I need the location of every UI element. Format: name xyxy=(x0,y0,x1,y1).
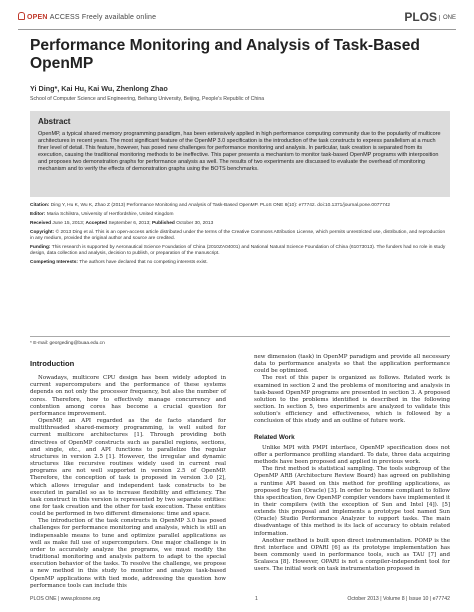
accepted-label: Accepted xyxy=(85,220,108,226)
intro-paragraph-2: OpenMP, an API regarded as the de facto standard for multithreaded shared-memory programming, is well suited for current multicore architectures [1]. Through providing both directives of OpenMP constructs such as parallel regions, sections, and single, etc., and API functions to parallelize the regular structures in version 2.5 [1]. However, the irregular and dynamic structures like recursive routines widely used in current real programs are not well supported in version 2.5 of OpenMP. Therefore, the conception of task is proposed in version 3.0 [2], which allows irregular and independent task constructs to be executed in parallel so as to increase flexibility and efficiency. The task construct in this version is represented by two separate entities: one for task creation and the other for task execution. These entities could be performed in two different dimensions: time and space. xyxy=(30,418,226,518)
corresponding-email[interactable]: * E-mail: georgeding@buaa.edu.cn xyxy=(30,341,105,346)
left-column xyxy=(30,360,226,590)
funding-row xyxy=(30,245,450,258)
affiliation: School of Computer Science and Engineering, Beihang University, Beijing, People's Republic of China xyxy=(30,96,265,102)
open-access-label: OPEN xyxy=(27,14,48,21)
published-date: October 30, 2013 xyxy=(176,220,214,226)
introduction-heading: Introduction xyxy=(30,359,75,368)
header-divider xyxy=(18,29,456,30)
funding-label: Funding: xyxy=(30,244,51,250)
published-label: Published xyxy=(151,220,175,226)
logo-suffix: ONE xyxy=(439,15,456,21)
citation-label: Citation: xyxy=(30,203,50,208)
accepted-date: September 6, 2013; xyxy=(108,220,151,226)
editor-text: Maria Schilstra, University of Hertfordshire, United Kingdom xyxy=(46,211,174,217)
citation-row xyxy=(30,203,450,209)
intro-paragraph-3: The introduction of the task constructs in OpenMP 3.0 has posed challenges for performance monitoring and analysis, which is still an indispensable means to tune and optimize parallel applications as well as make full use of supercomputers. One major challenge is in order to accurately analyze the programs, we must modify the traditional monitoring and analysis pattern to adapt to the special execution behavior of the tasks. To resolve the challenge, we propose a new method in this study to monitor and analyze task-based OpenMP applications with tied mode, addressing the question how performance tools can include this xyxy=(30,518,226,589)
footer-journal[interactable]: PLOS ONE | www.plosone.org xyxy=(30,596,101,602)
open-lock-icon xyxy=(18,12,25,20)
author-list: Yi Ding*, Kai Hu, Kai Wu, Zhenlong Zhao xyxy=(30,84,168,93)
editor-row xyxy=(30,212,450,218)
right-column xyxy=(254,354,450,574)
open-access-note: ACCESS Freely available online xyxy=(49,14,157,21)
competing-row xyxy=(30,260,450,266)
abstract-box xyxy=(30,111,450,197)
intro-continued: new dimension (task) in OpenMP paradigm and provide all necessary data to performance analysts so that the application performance could be optimized. xyxy=(254,354,450,375)
plos-one-logo[interactable] xyxy=(404,10,456,24)
page-number: 1 xyxy=(255,596,258,602)
dates-row xyxy=(30,221,450,227)
abstract-heading: Abstract xyxy=(38,117,71,126)
article-title: Performance Monitoring and Analysis of Task-Based OpenMP xyxy=(30,37,420,72)
received-label: Received xyxy=(30,220,52,226)
copyright-label: Copyright: xyxy=(30,229,55,235)
editor-label: Editor: xyxy=(30,211,46,217)
open-access-badge[interactable] xyxy=(18,12,156,21)
received-date: June 15, 2013; xyxy=(52,220,85,226)
journal-header xyxy=(18,12,456,26)
funding-text: This research is supported by Aeronautical Science Foundation of China (2010ZA04001) and National Natural Science Foundation of China (61073013). The funders had no role in study design, data collection and analysis, decision to publish, or preparation of the manuscript. xyxy=(30,244,446,257)
intro-paragraph-1: Nowadays, multicore CPU design has been widely adopted in current supercomputers and the performance of these systems depends on not only the processor frequency, but also the number of cores. Therefore, how to effectively manage concurrency and contention among cores has become a crucial question for performance improvement. xyxy=(30,375,226,417)
citation-text: Ding Y, Hu K, Wu K, Zhao Z (2013) Performance Monitoring and Analysis of Task-Based OpenMP. PLoS ONE 8(10): e77742. doi:10.1371/journal.pone.0077742 xyxy=(50,203,391,208)
related-paragraph-2: The first method is statistical sampling. The tools subgroup of the OpenMP ARB (Architecture Review Board) has agreed on publishing a runtime API based on this method for profiling applications, as proposed by Sun (Oracle) [3]. In order to become compliant to follow this specification, few OpenMP compiler vendors have implemented it in their compilers (with the exception of Sun and Intel [4]). [5] extends this proposal and implements a prototype tool named Sun (Oracle) Studio Performance Analyzer to support tasks. The main disadvantage of this method is its lack of accuracy to obtain related information. xyxy=(254,466,450,537)
copyright-row xyxy=(30,230,450,243)
article-metadata xyxy=(30,203,450,269)
metadata-divider xyxy=(30,336,450,337)
competing-text: The authors have declared that no competing interests exist. xyxy=(79,260,208,266)
related-paragraph-3: Another method is built upon direct instrumentation. POMP is the first interface and OPARI [6] as its prototype implementation has been commonly used in performance tools, such as TAU [7] and Scalasca [8]. However, OPARI is not a compiler-independent tool for users. The initial work on task instrumentation proposed in xyxy=(254,537,450,573)
abstract-text: OpenMP, a typical shared memory programming paradigm, has been extensively applied in high performance computing community due to the popularity of multicore architectures in recent years. The most significant feature of the OpenMP 3.0 specification is the introduction of the task constructs to express parallelism at a much finer level of detail. This feature, however, has posed new challenges for performance monitoring and analysis. In particular, task creation is separated from its execution, causing the traditional monitoring methods to be ineffective. This paper presents a mechanism to monitor task-based OpenMP programs with interposition and proposes two demonstration graphs for performance analysis as well. The results of two experiments are discussed to evaluate the overhead of monitoring mechanism and to verify the effects of demonstration graphs using the BOTS benchmarks. xyxy=(38,131,441,173)
related-work-heading: Related Work xyxy=(254,433,295,441)
competing-label: Competing Interests: xyxy=(30,260,78,266)
logo-text: PLOS xyxy=(404,10,437,24)
organization-paragraph: The rest of this paper is organized as follows. Related work is examined in section 2 and the problems of monitoring and analysis in task-based OpenMP programs are presented in section 3. A proposed solution to the problems identified is described in the following section. In section 5, two experiments are analyzed to validate this solution's efficiency and effectiveness, which is followed by a conclusion of this study and an outline of future work. xyxy=(254,375,450,425)
copyright-text: © 2013 Ding et al. This is an open-access article distributed under the terms of the Creative Commons Attribution License, which permits unrestricted use, distribution, and reproduction in any medium, provided the original author and source are credited. xyxy=(30,229,446,241)
footer-issue: October 2013 | Volume 8 | Issue 10 | e77742 xyxy=(347,596,450,602)
related-paragraph-1: Unlike MPI with PMPI interface, OpenMP specification does not offer a performance profiling standard. To date, three data acquiring methods have been proposed and applied in previous work. xyxy=(254,444,450,466)
